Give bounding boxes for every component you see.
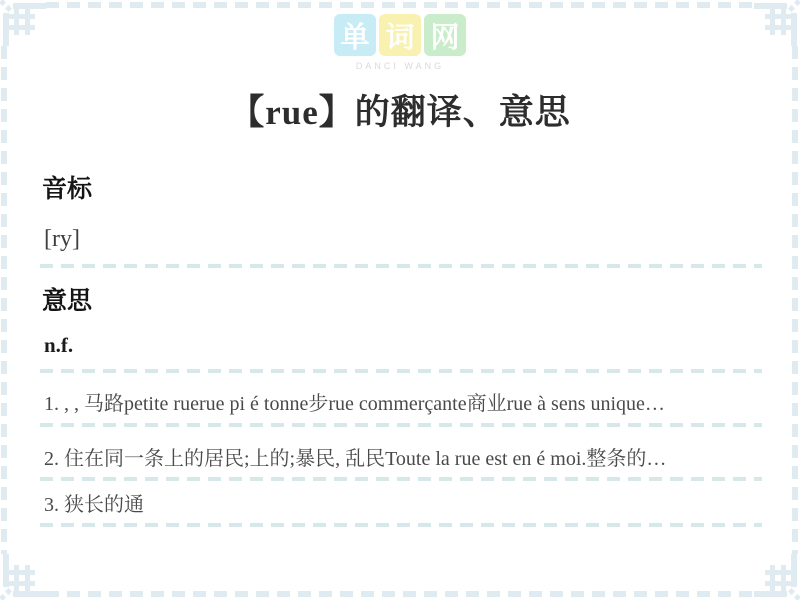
page-title: 【rue】的翻译、意思: [229, 93, 571, 132]
frame-border-top: [46, 2, 754, 8]
logo-tile-dan: 单: [334, 14, 376, 56]
part-of-speech-label: n.f.: [44, 333, 74, 357]
meaning-item: 2. 住在同一条上的居民;上的;暴民, 乱民Toute la rue est en é moi.整条的…: [44, 448, 667, 470]
logo-tile-wang: 网: [424, 14, 466, 56]
frame-border-bottom: [46, 591, 754, 597]
meaning-heading: 意思: [42, 288, 93, 315]
site-logo-watermark: [334, 14, 466, 71]
corner-ornament-icon: [0, 554, 46, 600]
divider: [40, 423, 762, 427]
logo-tile-ci: 词: [379, 14, 421, 56]
corner-ornament-icon: [754, 554, 800, 600]
logo-tiles: [334, 14, 466, 56]
logo-caption: DANCI WANG: [355, 61, 445, 71]
divider: [40, 523, 762, 527]
corner-ornament-icon: [754, 0, 800, 46]
divider: [40, 477, 762, 481]
corner-ornament-icon: [0, 0, 46, 46]
meaning-item: 3. 狭长的通: [44, 494, 144, 516]
phonetic-value: [ry]: [44, 226, 80, 252]
divider: [40, 264, 762, 268]
meaning-item: 1. , , 马路petite ruerue pi é tonne步rue commerçante商业rue à sens unique…: [44, 393, 665, 415]
divider: [40, 369, 762, 373]
phonetic-heading: 音标: [42, 176, 93, 203]
